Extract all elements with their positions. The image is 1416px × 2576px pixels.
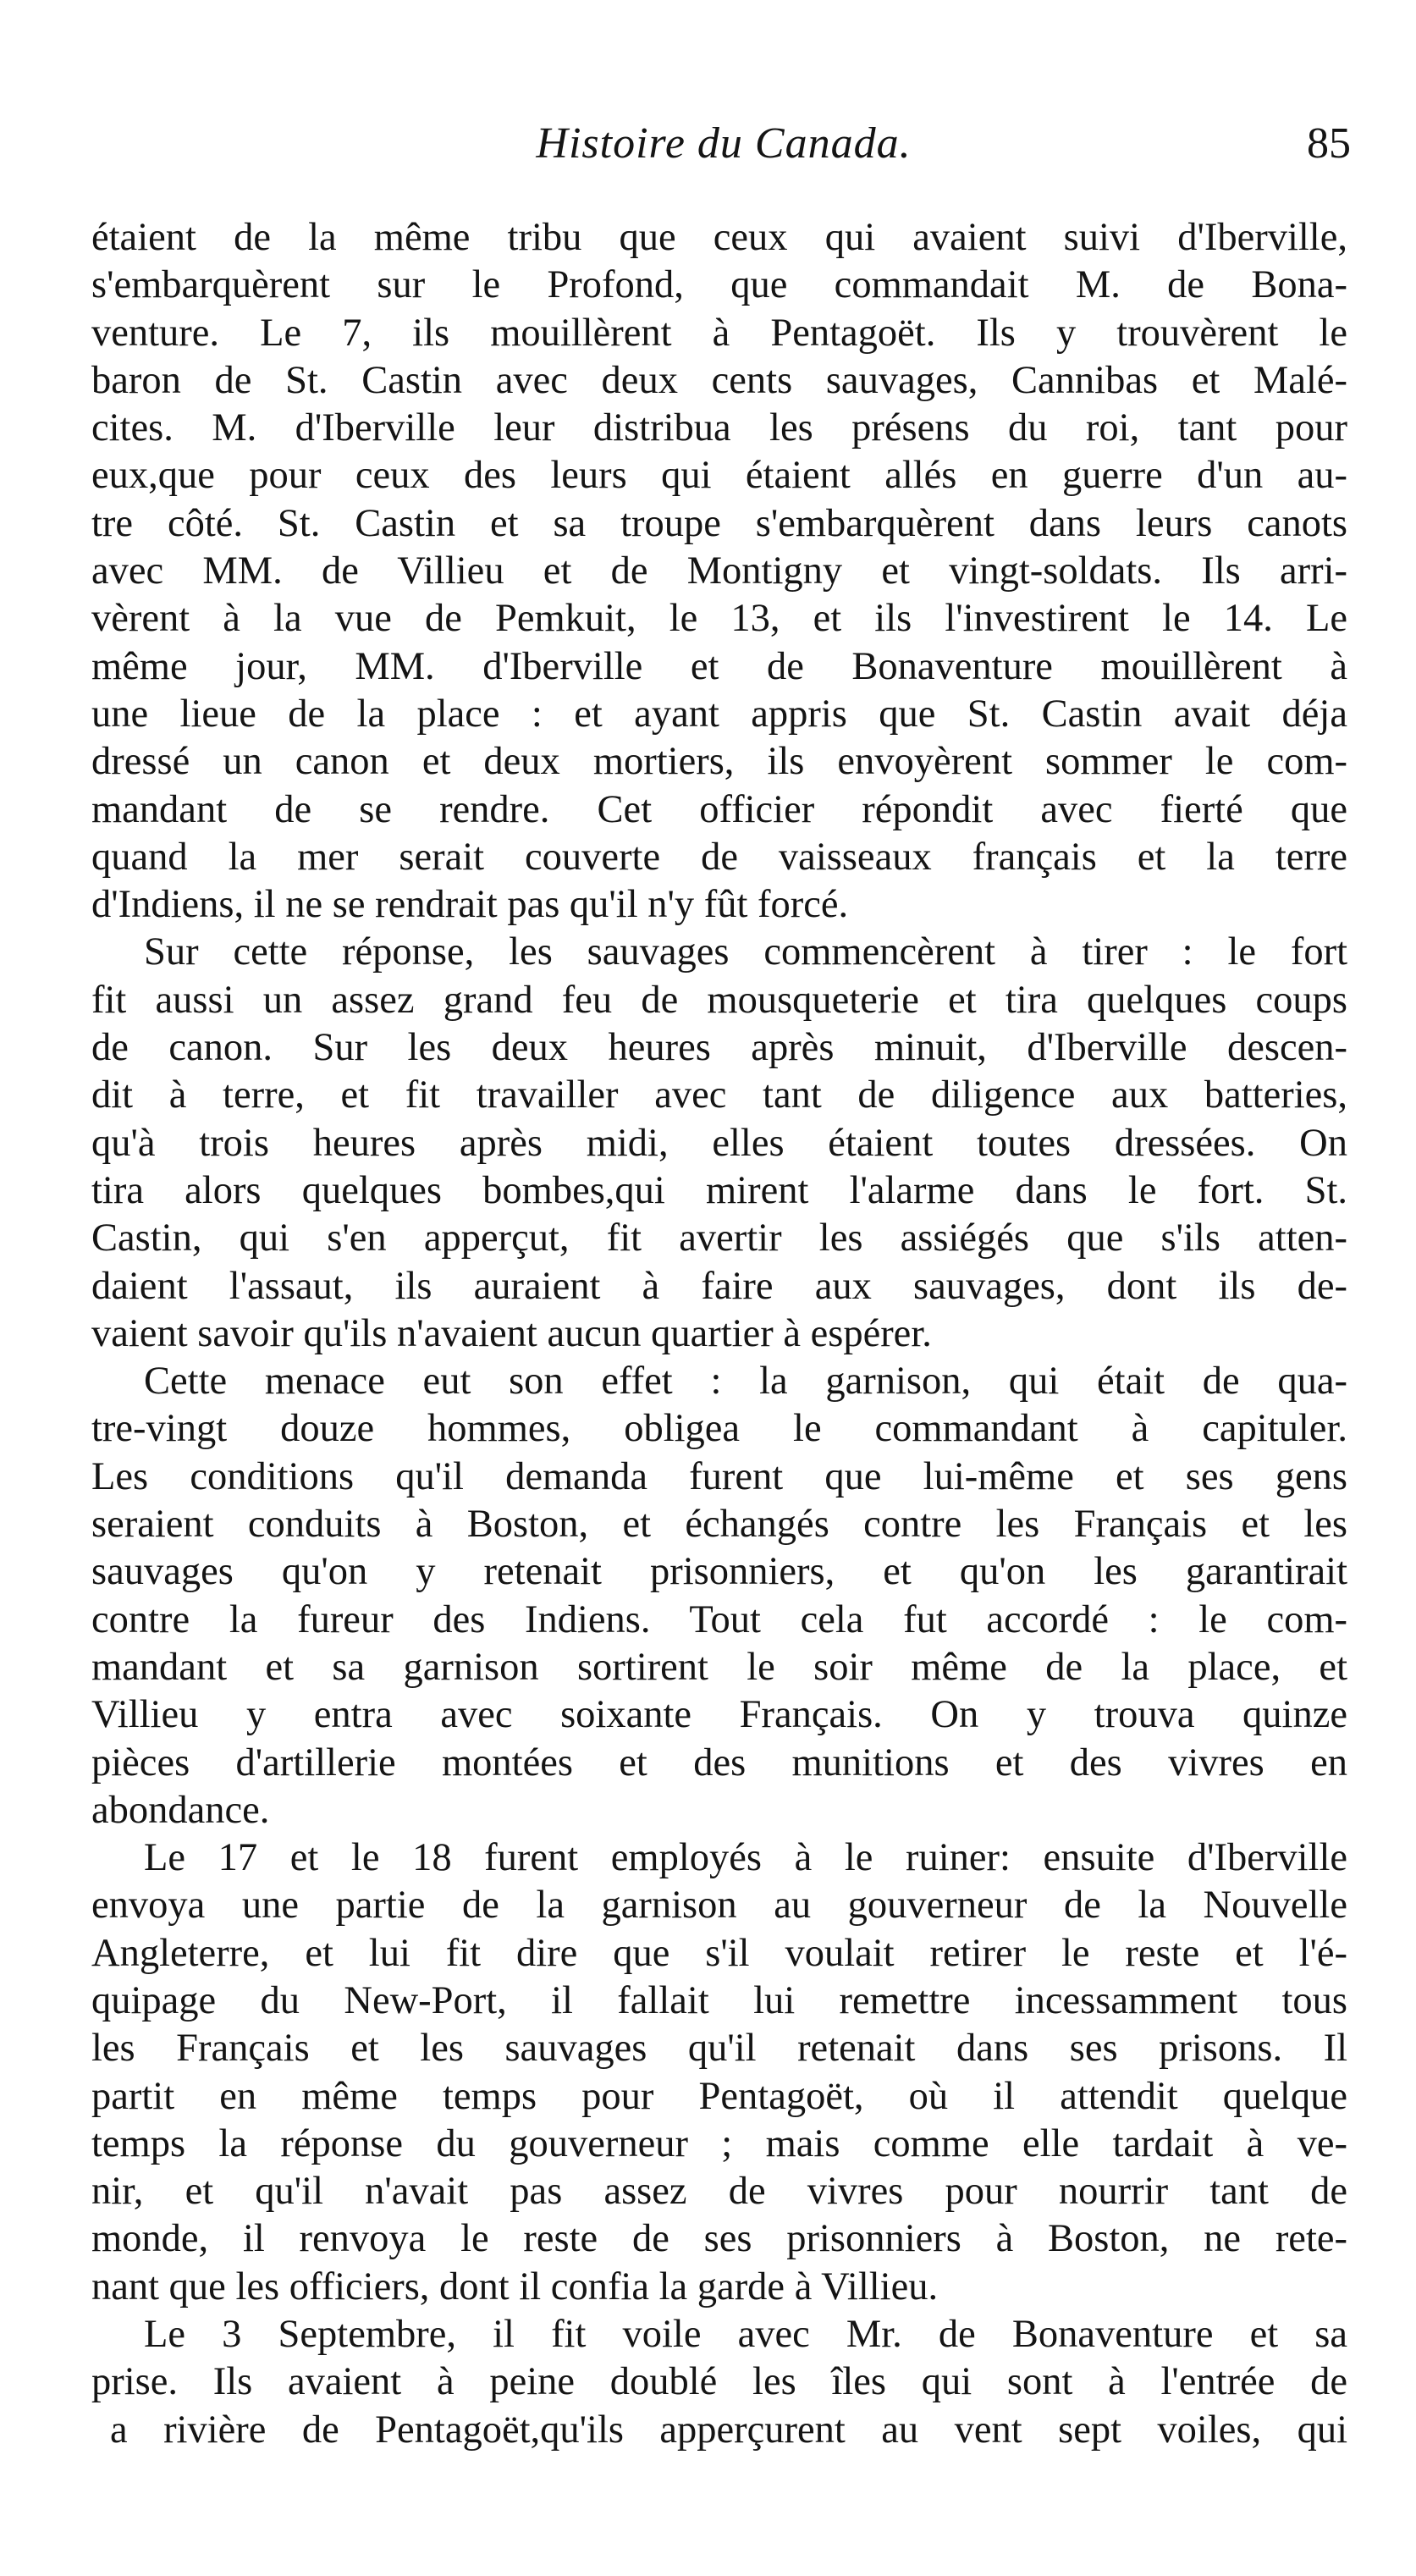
text-line: dressé un canon et deux mortiers, ils envoyèrent sommer le com-	[91, 740, 1347, 784]
text-line: Castin, qui s'en apperçut, fit avertir les assiégés que s'ils atten-	[91, 1216, 1347, 1260]
text-line: pièces d'artillerie montées et des munitions et des vivres en	[91, 1740, 1347, 1784]
body-text	[91, 214, 1347, 2454]
text-line: Villieu y entra avec soixante Français. On y trouva quinze	[91, 1693, 1347, 1737]
paragraph-end-line: d'Indiens, il ne se rendrait pas qu'il n'y fût forcé.	[91, 883, 849, 927]
text-line: a rivière de Pentagoët,qu'ils apperçurent au vent sept voiles, qui	[110, 2408, 1347, 2452]
text-line: s'embarquèrent sur le Profond, que commandait M. de Bona-	[91, 263, 1347, 307]
text-line: de canon. Sur les deux heures après minuit, d'Iberville descen-	[91, 1026, 1347, 1070]
running-title: Histoire du Canada.	[536, 119, 912, 168]
text-line: partit en même temps pour Pentagoët, où il attendit quelque	[91, 2074, 1347, 2118]
text-line: eux,que pour ceux des leurs qui étaient allés en guerre d'un au-	[91, 454, 1347, 498]
text-line: mandant de se rendre. Cet officier répondit avec fierté que	[91, 787, 1347, 831]
text-line: une lieue de la place : et ayant appris que St. Castin avait déja	[91, 692, 1347, 736]
text-line: contre la fureur des Indiens. Tout cela fut accordé : le com-	[91, 1597, 1347, 1641]
paragraph-end-line: abondance.	[91, 1788, 270, 1832]
text-line: tre-vingt douze hommes, obligea le commandant à capituler.	[91, 1407, 1347, 1451]
text-line: prise. Ils avaient à peine doublé les îles qui sont à l'entrée de	[91, 2360, 1347, 2404]
paragraph-start-line: Sur cette réponse, les sauvages commencèrent à tirer : le fort	[144, 930, 1347, 974]
text-line: dit à terre, et fit travailler avec tant de diligence aux batteries,	[91, 1073, 1347, 1117]
text-line: envoya une partie de la garnison au gouverneur de la Nouvelle	[91, 1884, 1347, 1928]
text-line: mandant et sa garnison sortirent le soir même de la place, et	[91, 1645, 1347, 1689]
paragraph-start-line: Le 3 Septembre, il fit voile avec Mr. de Bonaventure et sa	[144, 2313, 1347, 2357]
text-line: étaient de la même tribu que ceux qui avaient suivi d'Iberville,	[91, 216, 1347, 259]
text-line: venture. Le 7, ils mouillèrent à Pentagoët. Ils y trouvèrent le	[91, 311, 1347, 355]
paragraph-start-line: Le 17 et le 18 furent employés à le ruiner: ensuite d'Iberville	[144, 1836, 1347, 1880]
page-number: 85	[1307, 119, 1351, 168]
text-line: temps la réponse du gouverneur ; mais comme elle tardait à ve-	[91, 2121, 1347, 2165]
text-line: nir, et qu'il n'avait pas assez de vivres pour nourrir tant de	[91, 2170, 1347, 2214]
text-line: avec MM. de Villieu et de Montigny et vingt-soldats. Ils arri-	[91, 549, 1347, 593]
paragraph-start-line: Cette menace eut son effet : la garnison, qui était de qua-	[144, 1360, 1347, 1404]
text-line: même jour, MM. d'Iberville et de Bonaventure mouillèrent à	[91, 644, 1347, 688]
text-line: quipage du New-Port, il fallait lui remettre incessamment tous	[91, 1978, 1347, 2022]
text-line: Les conditions qu'il demanda furent que lui-même et ses gens	[91, 1454, 1347, 1498]
text-line: fit aussi un assez grand feu de mousqueterie et tira quelques coups	[91, 978, 1347, 1022]
text-line: seraient conduits à Boston, et échangés contre les Français et les	[91, 1503, 1347, 1547]
running-head	[93, 119, 1354, 178]
text-line: Angleterre, et lui fit dire que s'il voulait retirer le reste et l'é-	[91, 1931, 1347, 1975]
text-line: daient l'assaut, ils auraient à faire aux sauvages, dont ils de-	[91, 1264, 1347, 1308]
text-line: qu'à trois heures après midi, elles étaient toutes dressées. On	[91, 1121, 1347, 1165]
text-line: monde, il renvoya le reste de ses prisonniers à Boston, ne rete-	[91, 2217, 1347, 2261]
text-line: cites. M. d'Iberville leur distribua les présens du roi, tant pour	[91, 406, 1347, 450]
text-line: tira alors quelques bombes,qui mirent l'alarme dans le fort. St.	[91, 1168, 1347, 1212]
paragraph-end-line: nant que les officiers, dont il confia la garde à Villieu.	[91, 2264, 939, 2308]
text-line: vèrent à la vue de Pemkuit, le 13, et ils l'investirent le 14. Le	[91, 597, 1347, 641]
text-line: sauvages qu'on y retenait prisonniers, et qu'on les garantirait	[91, 1550, 1347, 1594]
text-line: les Français et les sauvages qu'il retenait dans ses prisons. Il	[91, 2027, 1347, 2071]
text-line: quand la mer serait couverte de vaisseaux français et la terre	[91, 835, 1347, 879]
text-line: baron de St. Castin avec deux cents sauvages, Cannibas et Malé-	[91, 358, 1347, 402]
text-line: tre côté. St. Castin et sa troupe s'embarquèrent dans leurs canots	[91, 501, 1347, 545]
paragraph-end-line: vaient savoir qu'ils n'avaient aucun quartier à espérer.	[91, 1311, 932, 1355]
